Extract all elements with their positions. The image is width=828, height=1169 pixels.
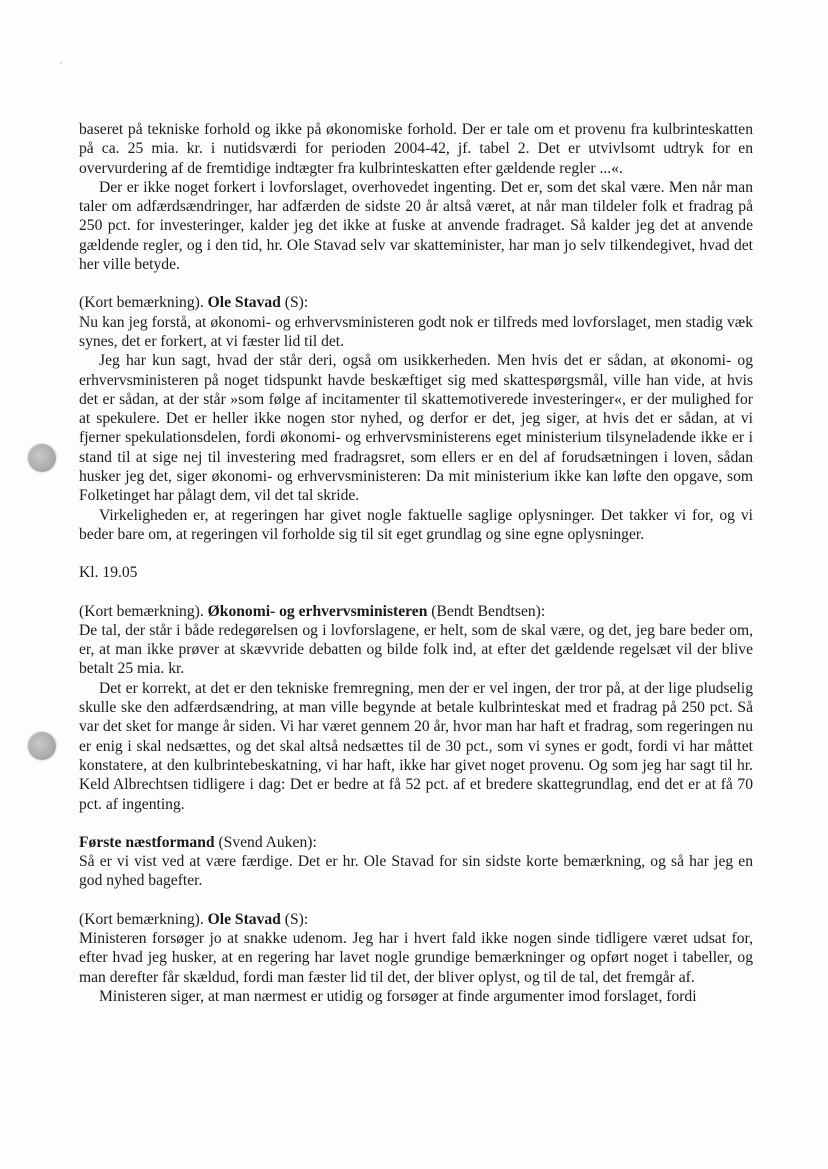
speaker-heading — [79, 833, 753, 852]
speaker-name: Ole Stavad — [207, 294, 281, 312]
punch-hole — [28, 444, 56, 472]
speaker-heading — [79, 293, 753, 312]
speaker-name: Første næstformand — [79, 833, 215, 851]
time-stamp: Kl. 19.05 — [79, 564, 138, 582]
speaker-heading — [79, 910, 753, 929]
speaker-party: (Bendt Bendtsen): — [427, 602, 546, 620]
paragraph: Det er korrekt, at det er den tekniske fremregning, men der er vel ingen, der tror på, at der lige pludselig skulle ske den adfærdsændring, at man ville begynde at betale kulbrinteskat med et fradrag på 250 pct. Så var det sket for mange år siden. Vi har været gennem 20 år, hvor man har haft et fradrag, som regeringen nu er enig i skal nedsættes, og det skal altså nedsættes til de 30 pct., som vi synes er godt, fordi vi har måttet konstatere, at den kulbrintebeskatning, vi har haft, ikke har givet noget provenu. Og som jeg har sagt til hr. Keld Albrechtsen tidligere i dag: Det er bedre at få 52 pct. af et bredere skattegrundlag, end det er at få 70 pct. af ingenting. — [79, 679, 753, 813]
speaker-heading — [79, 602, 753, 621]
speaker-prefix: (Kort bemærkning). — [79, 294, 208, 312]
speaker-party: (Svend Auken): — [214, 833, 317, 851]
paragraph: Der er ikke noget forkert i lovforslaget, overhovedet ingenting. Det er, som det skal være. Men når man taler om adfærdsændringer, har adfærden de sidste 20 år altså været, at når man tildeler folk et fradrag på 250 pct. for investeringer, kalder jeg det ikke at fuske at anvende fradraget. Så kalder jeg det at anvende gældende regler, og i den tid, hr. Ole Stavad selv var skatteminister, har man jo selv tilkendegivet, hvad det her ville betyde. — [79, 178, 753, 274]
speaker-prefix: (Kort bemærkning). — [79, 602, 208, 620]
paragraph: Jeg har kun sagt, hvad der står deri, også om usikkerheden. Men hvis det er sådan, at økonomi- og erhvervsministeren på noget tidspunkt havde beskæftiget sig med skattespørgsmål, ville han vide, at hvis det er sådan, at der står »som følge af incitamenter til skattemotiverede investeringer«, er der mulighed for at spekulere. Det er heller ikke nogen stor nyhed, og derfor er det, jeg siger, at hvis det er sådan, at vi fjerner spekulationsdelen, fordi økonomi- og erhvervsministerens eget ministerium tilsyneladende ikke er i stand til at sige nej til investering med fradragsret, som ellers er en del af forudsætningen i loven, sådan husker jeg det, siger økonomi- og erhvervsministeren: Da mit ministerium ikke kan løfte den opgave, som Folketinget har pålagt dem, vil det tal skride. — [79, 352, 753, 505]
paragraph: De tal, der står i både redegørelsen og i lovforslagene, er helt, som de skal være, og det, jeg bare beder om, er, at man ikke prøver at skævvride debatten og bilde folk ind, at efter det gældende regelsæt vil der blive betalt 25 mia. kr. — [79, 621, 753, 678]
document-body — [79, 120, 753, 1006]
paragraph: Virkeligheden er, at regeringen har givet nogle faktuelle saglige oplysninger. Det takker vi for, og vi beder bare om, at regeringen vil forholde sig til sit eget grundlag og sine egne oplysninger. — [79, 506, 753, 543]
speaker-name: Økonomi- og erhvervsministeren — [207, 602, 428, 620]
speaker-party: (S): — [280, 910, 309, 928]
paragraph: baseret på tekniske forhold og ikke på økonomiske forhold. Der er tale om et provenu fra kulbrinteskatten på ca. 25 mia. kr. i nutidsværdi for perioden 2004-42, jf. tabel 2. Det er utvivlsomt udtryk for en overvurdering af de fremtidige indtægter fra kulbrinteskatten efter gældende regler ...«. — [79, 121, 753, 177]
punch-hole — [28, 732, 56, 760]
paragraph: Ministeren siger, at man nærmest er utidig og forsøger at finde argumenter imod forslaget, fordi — [99, 987, 697, 1005]
speaker-prefix: (Kort bemærkning). — [79, 910, 208, 928]
paragraph: Så er vi vist ved at være færdige. Det er hr. Ole Stavad for sin sidste korte bemærkning, og så har jeg en god nyhed bagefter. — [79, 853, 753, 890]
paragraph: Nu kan jeg forstå, at økonomi- og erhvervsministeren godt nok er tilfreds med lovforslaget, men stadig væk synes, det er forkert, at vi fæster lid til det. — [79, 313, 753, 350]
speaker-name: Ole Stavad — [207, 910, 281, 928]
speaker-party: (S): — [280, 294, 309, 312]
scan-speck — [60, 62, 62, 64]
paragraph: Ministeren forsøger jo at snakke udenom. Jeg har i hvert fald ikke nogen sinde tidligere været udsat for, efter hvad jeg husker, at en regering har lavet nogle grundige bemærkninger og opført noget i tabeller, og man derefter får skældud, fordi man fæster lid til det, der bliver oplyst, og til de tal, det fremgår af. — [79, 929, 753, 986]
